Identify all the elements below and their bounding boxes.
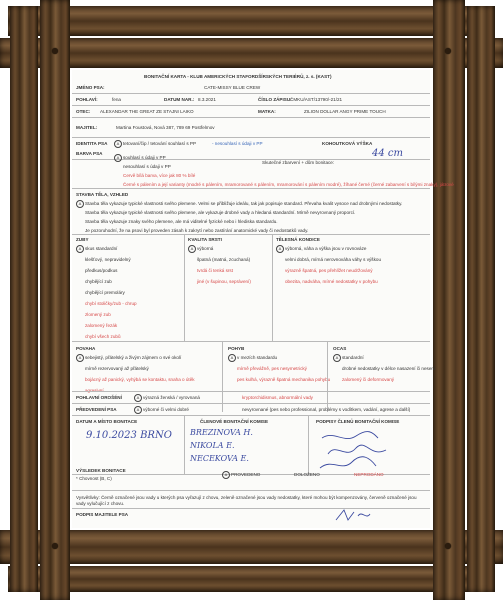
teeth-item: chybějící premoláry: [85, 290, 125, 295]
frame-top-inner-rail: [0, 38, 503, 68]
frame-left-inner-stile: [40, 0, 70, 600]
teeth-item: klešťový, nepravidelný: [85, 257, 131, 262]
result-opt-a: PROVEDENO: [231, 472, 261, 477]
frame-top-rail: [8, 6, 495, 36]
sire-label: OTEC:: [76, 109, 91, 114]
frame-bottom-lower-rail: [8, 566, 495, 592]
sex-character-opt-b: kryptorchidismus, abnormální vady: [242, 395, 313, 400]
option-a-marker: A: [228, 354, 236, 362]
dam-value: ZILION DOLLAR ANGY PRIME TOUCH: [304, 109, 386, 114]
color-opt-a: souhlasí s údaji v PP: [123, 155, 166, 160]
color-opt-d: Černé s pálením a její varianty (modré s pálením, mramorované s pálením, mramorování s pálením modré), žíhané černé (černé zabarvení s bílými znaky), játrové: [123, 182, 454, 187]
nail: [52, 543, 58, 549]
movement-item: pes kulhá, výrazně špatná mechanika pohybu: [237, 377, 331, 382]
result-opt-b: DOLOŽENO: [294, 472, 320, 477]
tail-item: standardní: [342, 355, 364, 360]
identity-label: IDENTITA PSA: [76, 141, 108, 146]
identity-opt-b: - nesouhlasí s údaji v PP: [212, 141, 263, 146]
color-actual-label: Skutečné zbarvení + dům bonitace:: [262, 160, 335, 165]
dog-name-label: JMÉNO PSA:: [76, 85, 105, 90]
movement-item: mírně převážně, pes nesymetrický: [237, 366, 307, 371]
option-a-marker: A: [76, 245, 84, 253]
sex-value: fena: [112, 97, 121, 102]
sex-character-label: POHLAVNÍ OROŠÉNÍ: [76, 395, 122, 400]
body-item: výborná, váha a výška jsou v rovnováze: [285, 246, 367, 251]
quality-item: tvrdá či tenká srst: [197, 268, 233, 273]
reg-label: ČÍSLO ZÁPISU:: [258, 97, 292, 102]
presentation-label: PŘEDVEDENÍ PSA: [76, 407, 117, 412]
color-opt-b: nesouhlasí s údaji v PP: [123, 164, 171, 169]
option-a-marker: A: [114, 140, 122, 148]
dog-name: CATE-MISSY BLUE CREW: [204, 85, 261, 90]
dob-label: DATUM NAR.:: [164, 97, 195, 102]
nail: [52, 48, 58, 54]
result-opt-c: NEPRODÁNO: [354, 472, 384, 477]
temperament-label: POVAHA: [76, 346, 96, 351]
dam-label: MATKA:: [258, 109, 276, 114]
character-item: bojácný až panický, vyhýbá se kontaktu, snaha o útěk: [85, 377, 195, 382]
teeth-item: chybí stoličky/zub - chrup: [85, 301, 137, 306]
body-type-label: STAVBA TĚLA, VZHLED: [76, 192, 129, 197]
teeth-item: zlomený zub: [85, 312, 111, 317]
frame-right-stile: [467, 6, 495, 592]
bonitation-card: [72, 70, 454, 528]
color-label: BARVA PSA: [76, 151, 103, 156]
sex-label: POHLAVÍ:: [76, 97, 98, 102]
nail: [445, 48, 451, 54]
teeth-item: zalomený řezák: [85, 323, 118, 328]
committee-member: NIKOLA E.: [190, 441, 235, 450]
quality-item: jiné (v šupinou, seprávení): [197, 279, 251, 284]
sex-character-opt-a: výrazná ženská / vyrovnaná: [143, 395, 200, 400]
body-item: velmi dobrá, mírná nerovnováha váhy s výškou: [285, 257, 382, 262]
owner-signature: [332, 506, 372, 524]
body-item: obezita, nadváha, mírné nedostatky v pohybu: [285, 279, 378, 284]
card-title: BONITAČNÍ KARTA - KLUB AMERICKÝCH STAFORDŠÍRSKÝCH TERIÉRŮ, z. s. (KAST): [144, 74, 332, 79]
identity-opt-a: tetovaní/čip / tetování souhlasí s PP: [123, 141, 197, 146]
signatures-label: PODPISY ČLENŮ BONITAČNÍ KOMISE: [316, 419, 400, 424]
type-opt-a: Stavba těla vykazuje typické vlastnosti svého plemene. Velmi se přibližuje ideálu, tak jak popisuje standard. Převaha kvalit vysoce nad drobnými nedostatky.: [85, 201, 403, 206]
character-item: sebejistý, přátelský a živým zájmem o své okolí: [85, 355, 182, 360]
quality-item: výborná: [197, 246, 214, 251]
type-opt-b: Stavba těla vykazuje typické vlastnosti svého plemene, ale vykazuje drobné vady a hledaná standardní. Mírně nevyrovnaný proporcí.: [85, 210, 356, 215]
owner-label: MAJITEL:: [76, 125, 98, 130]
tail-item: zalomený či deformovaný: [342, 377, 395, 382]
date-place-value: 9.10.2023 BRNO: [86, 430, 172, 441]
tail-label: OCAS: [333, 346, 347, 351]
condition-label: TĚLESNÁ KONDICE: [276, 237, 320, 242]
committee-member: NECEKOVA E.: [190, 454, 249, 463]
result-sub: * Chovnost (B, C): [76, 476, 112, 481]
height-value: 44 cm: [372, 148, 403, 159]
option-a-marker: A: [188, 245, 196, 253]
frame-left-stile: [10, 6, 38, 592]
movement-item: v mezích standardu: [237, 355, 278, 360]
quality-item: špatná (matná, zcuchaná): [197, 257, 251, 262]
judge-signatures: [316, 428, 426, 472]
option-a-marker: A: [76, 200, 84, 208]
type-opt-d: Je pozoruhodní, že na psovi byl proveden zásah k zakrytí nebo zastírání anatomické vady či nedostatků vady.: [85, 228, 309, 233]
teeth-item: chybí všech zubů: [85, 334, 121, 339]
frame-bottom-rail: [0, 530, 503, 564]
presentation-opt-b: nevyrovnané (pes nebo professional, problémy s vodítkem, vadání, agrese a další): [242, 407, 411, 412]
option-a-marker: A: [76, 354, 84, 362]
dob-value: 8.3.2021: [198, 97, 216, 102]
reg-value: ČMKU/AST/13790/-21/21: [290, 97, 343, 102]
option-a-marker: A: [114, 154, 122, 162]
footer-note: Vysvětlivky: Černě označené jsou vady u kterých psa vyřazují z chovu, zeleně označené jsou vady nedostatky, které mohou být kompenzovány, červeně označené jsou vady vylučující z chovu.: [76, 495, 417, 506]
owner-value: Martina Foustová, Nová 387, 789 69 Postřelmov: [116, 125, 215, 130]
option-a-marker: A: [222, 471, 230, 479]
frame-right-inner-stile: [433, 0, 465, 600]
teeth-item: chybějící zub: [85, 279, 112, 284]
character-item: agresivní: [85, 388, 104, 393]
option-a-marker: A: [134, 394, 142, 402]
tail-item: drobné nedostatky v délce nasazení či nesení: [342, 366, 436, 371]
teeth-item: skus standardní: [85, 246, 118, 251]
committee-label: ČLENOVÉ BONITAČNÍ KOMISE: [200, 419, 269, 424]
body-item: výrazně špatná, pes přehlížet neudržováný: [285, 268, 373, 273]
movement-label: POHYB: [228, 346, 245, 351]
option-a-marker: A: [276, 245, 284, 253]
owner-signature-label: PODPIS MAJITELE PSA: [76, 512, 129, 517]
committee-member: BREZINOVA H.: [190, 428, 253, 437]
result-label: VÝSLEDEK BONITACE: [76, 468, 126, 473]
teeth-label: ZUBY: [76, 237, 89, 242]
sire-value: ALEXANDAR THE GREAT ZE STAJNI LAIKO: [100, 109, 194, 114]
date-place-label: DATUM A MÍSTO BONITACE: [76, 419, 138, 424]
type-opt-c: Stavba těla vykazuje znaky svého plemene, ale má viditelné fyzické nebo i hlediska standardu.: [85, 219, 278, 224]
height-label: KOHOUTKOVÁ VÝŠKA: [322, 141, 373, 146]
character-item: mírně rezervovaný až přátelský: [85, 366, 149, 371]
presentation-opt-a: výborné či velmi dobré: [143, 407, 189, 412]
option-a-marker: A: [134, 406, 142, 414]
option-a-marker: A: [333, 354, 341, 362]
coat-label: KVALITA SRSTI: [188, 237, 222, 242]
teeth-item: předkus/podkus: [85, 268, 118, 273]
nail: [445, 543, 451, 549]
color-opt-c: Cervě bílá barva, více jak 80 % bílé: [123, 173, 196, 178]
